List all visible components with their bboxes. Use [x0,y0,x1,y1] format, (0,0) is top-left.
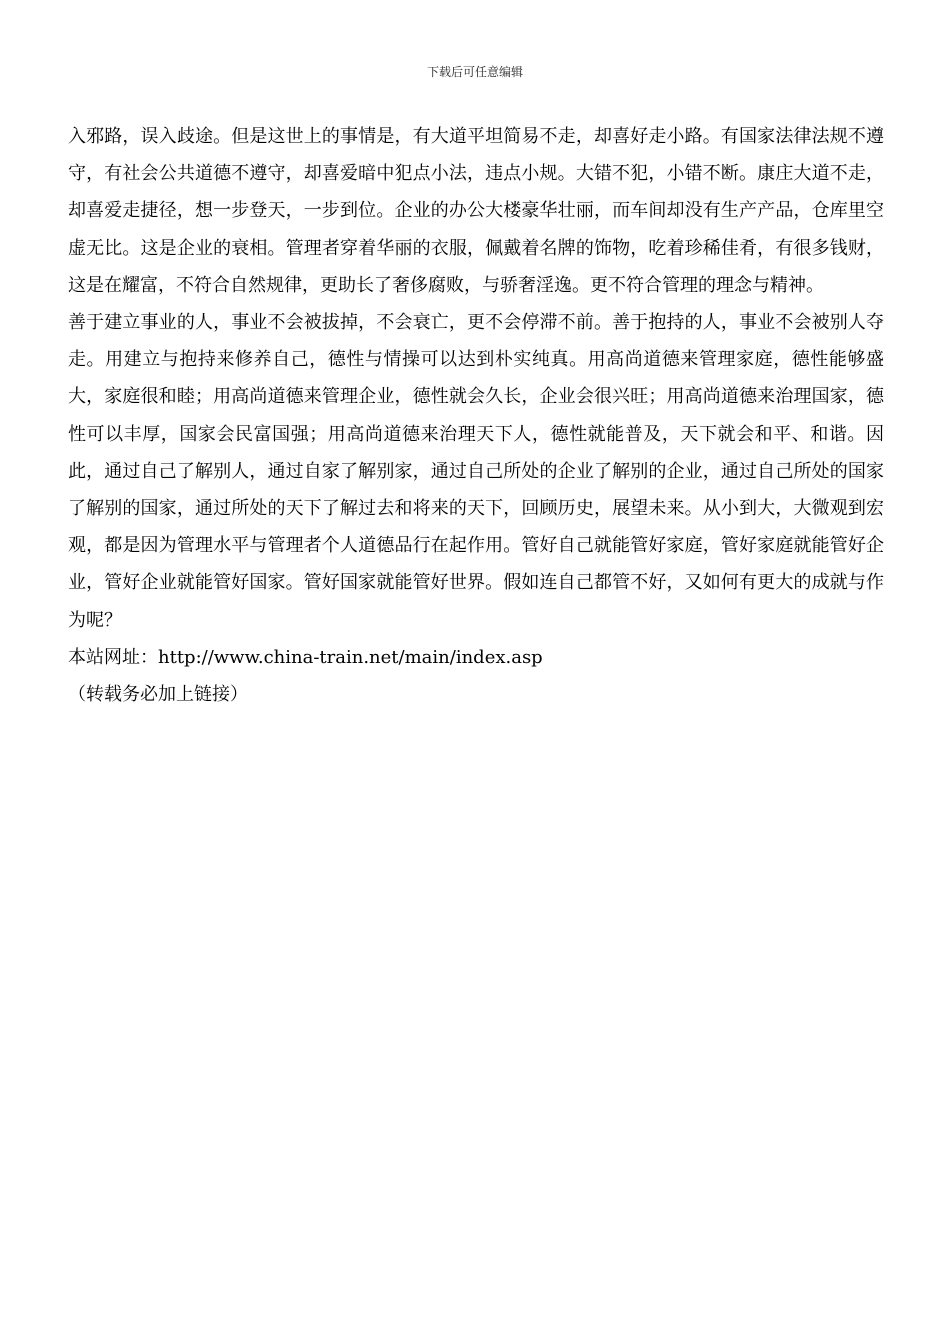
site-address-link[interactable]: http://www.china-train.net/main/index.asp [158,646,543,668]
body-paragraph-1: 入邪路，误入歧途。但是这世上的事情是，有大道平坦简易不走，却喜好走小路。有国家法律法规不遵守，有社会公共道德不遵守，却喜爱暗中犯点小法，违点小规。大错不犯，小错不断。康庄大道不走，却喜爱走捷径，想一步登天，一步到位。企业的办公大楼豪华壮丽，而车间却没有生产产品，仓库里空虚无比。这是企业的衰相。管理者穿着华丽的衣服，佩戴着名牌的饰物，吃着珍稀佳肴，有很多钱财，这是在耀富，不符合自然规律，更助长了奢侈腐败，与骄奢淫逸。更不符合管理的理念与精神。 [68,126,884,296]
page-header-note: 下载后可任意编辑 [426,65,523,79]
repost-note: （转载务必加上链接） [68,684,248,706]
site-address-line [68,639,884,676]
body-paragraph-2: 善于建立事业的人，事业不会被拔掉，不会衰亡，更不会停滞不前。善于抱持的人，事业不会被别人夺走。用建立与抱持来修养自己，德性与情操可以达到朴实纯真。用高尚道德来管理家庭，德性能够盛大，家庭很和睦；用高尚道德来管理企业，德性就会久长，企业会很兴旺；用高尚道德来治理国家，德性可以丰厚，国家会民富国强；用高尚道德来治理天下人，德性就能普及，天下就会和平、和谐。因此，通过自己了解别人，通过自家了解别家，通过自己所处的企业了解别的企业，通过自己所处的国家了解别的国家，通过所处的天下了解过去和将来的天下，回顾历史，展望未来。从小到大，大微观到宏观，都是因为管理水平与管理者个人道德品行在起作用。管好自己就能管好家庭，管好家庭就能管好企业，管好企业就能管好国家。管好国家就能管好世界。假如连自己都管不好，又如何有更大的成就与作为呢？ [68,312,884,631]
site-address-label: 本站网址： [68,646,158,668]
document-body [68,118,884,713]
